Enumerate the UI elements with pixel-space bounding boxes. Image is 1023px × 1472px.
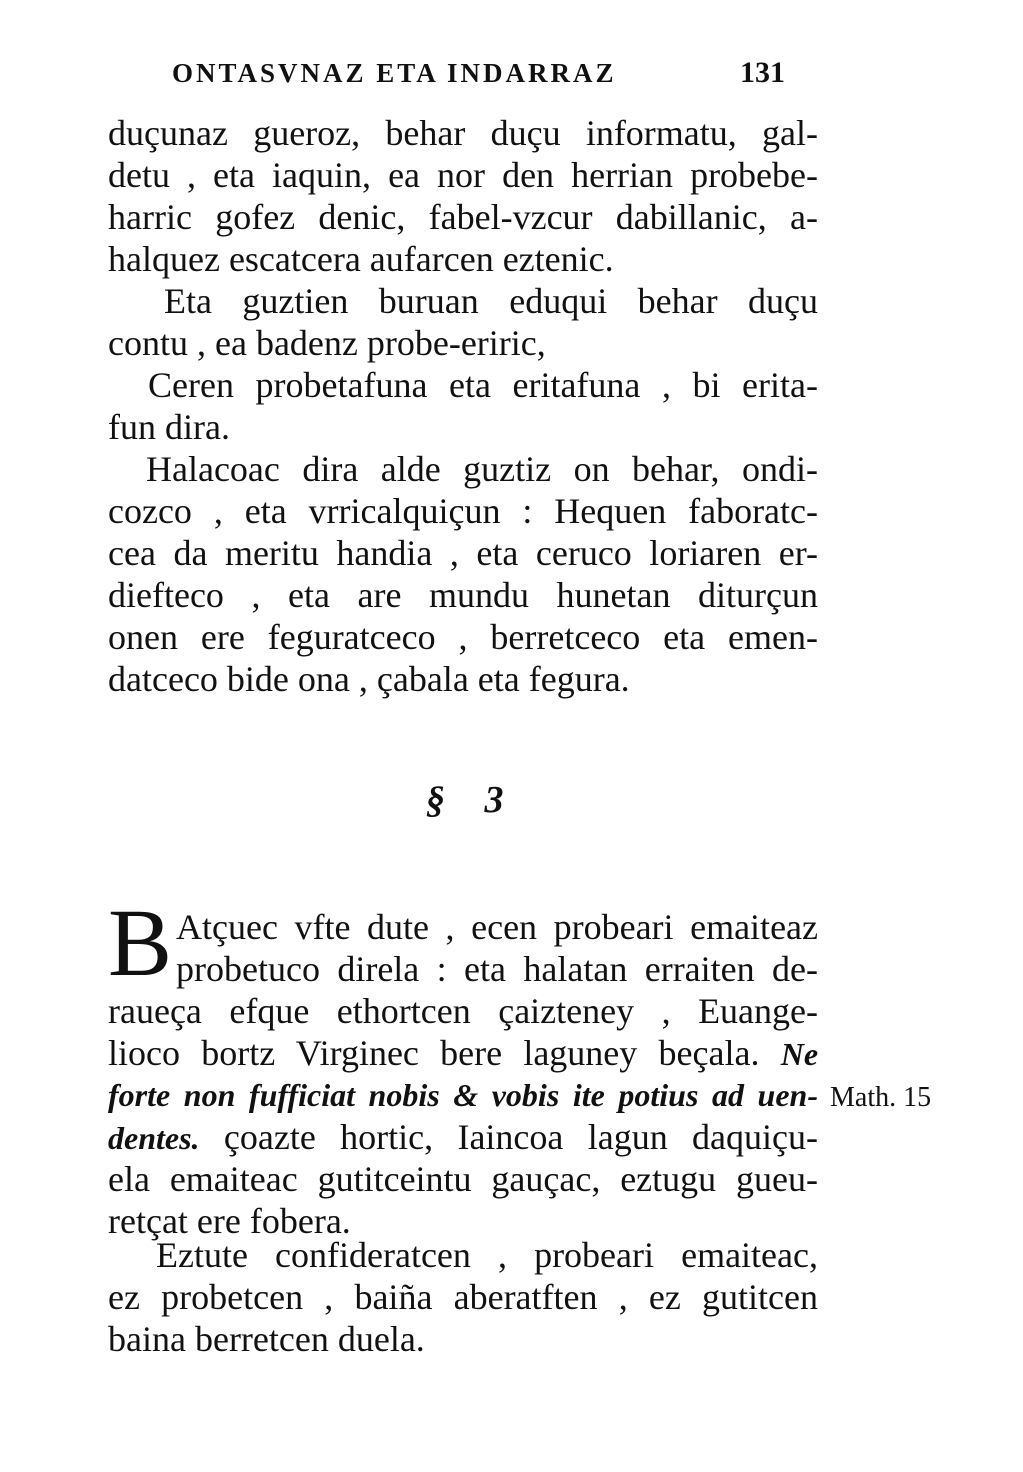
running-title: ONTASVNAZ ETA INDARRAZ bbox=[172, 58, 617, 88]
text-line: Ceren probetafuna eta eritafuna , bi erita- bbox=[148, 365, 818, 405]
text-line: baina berretcen duela. bbox=[108, 1319, 425, 1359]
text-line: datceco bide ona , çabala eta fegura. bbox=[108, 659, 630, 699]
text-line bbox=[108, 1116, 818, 1158]
text-line: cea da meritu handia , eta ceruco loriaren er- bbox=[108, 533, 818, 573]
text-line: probetuco direla : eta halatan erraiten de- bbox=[176, 949, 818, 989]
text-line: ela emaiteac gutitceintu gauçac, eztugu gueu- bbox=[108, 1159, 818, 1199]
latin-quote-start: Ne bbox=[780, 1036, 819, 1072]
dropcap-lines bbox=[108, 906, 818, 990]
text-line: contu , ea badenz probe-eriric, bbox=[108, 323, 546, 363]
margin-reference: Math. 15 bbox=[830, 1082, 932, 1113]
text-line: ez probetcen , baiña aberatften , ez gutitcen bbox=[108, 1277, 818, 1317]
text-line: duçunaz gueroz, behar duçu informatu, gal- bbox=[108, 113, 818, 153]
paragraph-3 bbox=[108, 364, 818, 448]
drop-cap: B bbox=[108, 889, 173, 996]
paragraph-6 bbox=[108, 1234, 818, 1360]
latin-quote-line: forte non fufficiat nobis & vobis ite potius ad uen- bbox=[108, 1077, 818, 1113]
text-line: onen ere feguratceco , berretceco eta emen- bbox=[108, 617, 818, 657]
text-line: diefteco , eta are mundu hunetan diturçun bbox=[108, 575, 818, 615]
page-number: 131 bbox=[740, 56, 785, 89]
text-line: detu , eta iaquin, ea nor den herrian probebe- bbox=[108, 155, 818, 195]
text-line: Halacoac dira alde guztiz on behar, ondi- bbox=[146, 449, 818, 489]
paragraph-2 bbox=[108, 280, 818, 364]
paragraph-4 bbox=[108, 448, 818, 700]
text-line bbox=[108, 1032, 818, 1074]
text-segment: lioco bortz Virginec bere laguney beçala. bbox=[108, 1033, 760, 1073]
latin-quote-end: dentes. bbox=[108, 1120, 200, 1156]
text-line: halquez escatcera aufarcen eztenic. bbox=[108, 239, 614, 279]
section-heading: § 3 bbox=[426, 779, 504, 821]
paragraph-5 bbox=[108, 906, 818, 1242]
text-line: Eztute confideratcen , probeari emaiteac, bbox=[156, 1235, 818, 1275]
text-line: cozco , eta vrricalquiçun : Hequen faboratc- bbox=[108, 491, 818, 531]
text-line: Eta guztien buruan eduqui behar duçu bbox=[164, 281, 818, 321]
text-line: retçat ere fobera. bbox=[108, 1201, 351, 1241]
text-segment: çoazte hortic, Iaincoa lagun daquiçu- bbox=[223, 1117, 818, 1157]
text-line: harric gofez denic, fabel-vzcur dabillanic, a- bbox=[108, 197, 818, 237]
text-line: Atçuec vfte dute , ecen probeari emaiteaz bbox=[176, 907, 818, 947]
paragraph-1 bbox=[108, 112, 818, 280]
text-line: raueça efque ethortcen çaizteney , Euange- bbox=[108, 991, 818, 1031]
text-line: fun dira. bbox=[108, 407, 230, 447]
